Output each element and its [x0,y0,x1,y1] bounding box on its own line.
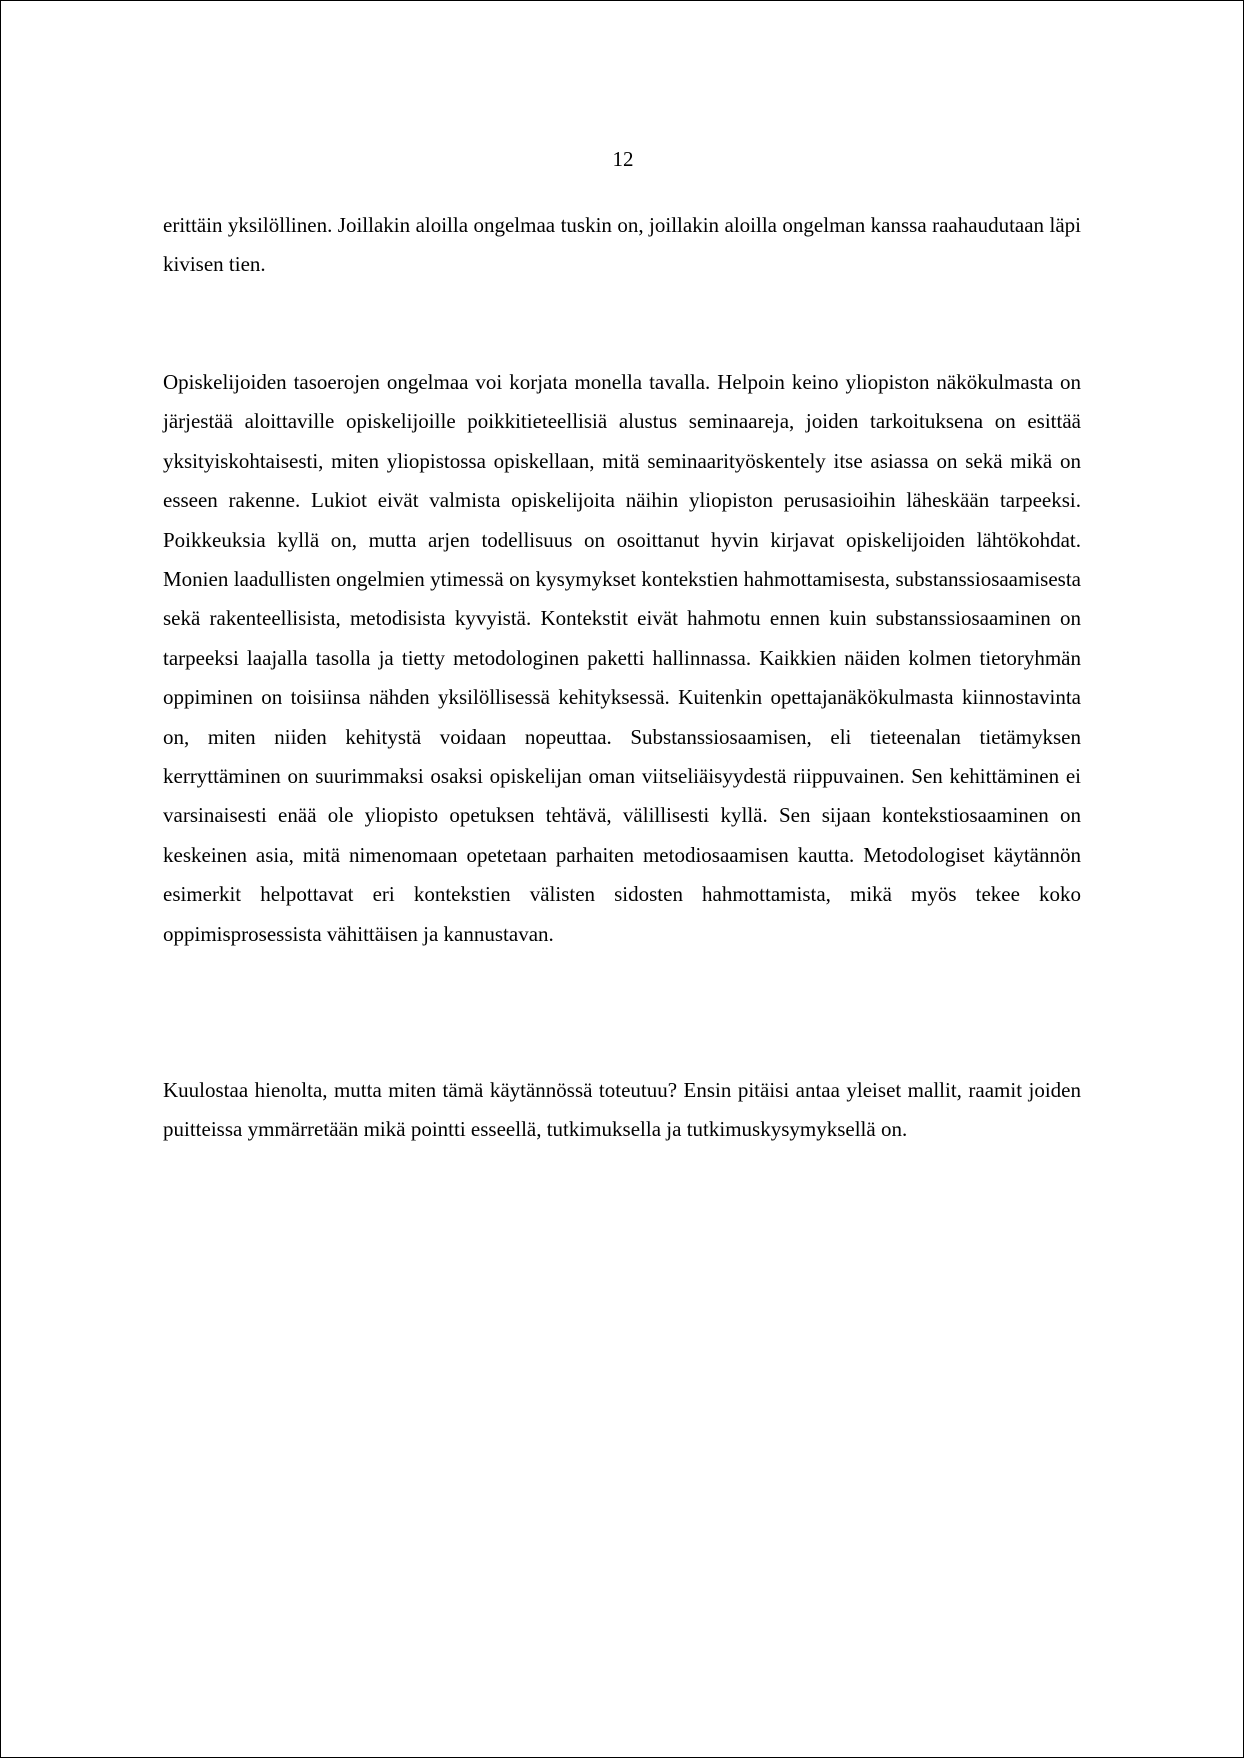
page-number: 12 [612,147,634,171]
paragraph-2: Opiskelijoiden tasoerojen ongelmaa voi korjata monella tavalla. Helpoin keino yliopiston näkökulmasta on järjestää aloittaville opiskelijoille poikkitieteellisiä alustus seminaareja, joiden tarkoituksena on esittää yksityiskohtaisesti, miten yliopistossa opiskellaan, mitä seminaarityöskentely itse asiassa on sekä mikä on esseen rakenne. Lukiot eivät valmista opiskelijoita näihin yliopiston perusasioihin läheskään tarpeeksi. Poikkeuksia kyllä on, mutta arjen todellisuus on osoittanut hyvin kirjavat opiskelijoiden lähtökohdat. Monien laadullisten ongelmien ytimessä on kysymykset kontekstien hahmottamisesta, substanssiosaamisesta sekä rakenteellisista, metodisista kyvyistä. Kontekstit eivät hahmotu ennen kuin substanssiosaaminen on tarpeeksi laajalla tasolla ja tietty metodologinen paketti hallinnassa. Kaikkien näiden kolmen tietoryhmän oppiminen on toisiinsa nähden yksilöllisessä kehityksessä. Kuitenkin opettajanäkökulmasta kiinnostavinta on, miten niiden kehitystä voidaan nopeuttaa. Substanssiosaamisen, eli tieteenalan tietämyksen kerryttäminen on suurimmaksi osaksi opiskelijan oman viitseliäisyydestä riippuvainen. Sen kehittäminen ei varsinaisesti enää ole yliopisto opetuksen tehtävä, välillisesti kyllä. Sen sijaan kontekstiosaaminen on keskeinen asia, mitä nimenomaan opetetaan parhaiten metodiosaamisen kautta. Metodologiset käytännön esimerkit helpottavat eri kontekstien välisten sidosten hahmottamista, mikä myös tekee koko oppimisprosessista vähittäisen ja kannustavan. [163,370,1081,946]
paragraph-3: Kuulostaa hienolta, mutta miten tämä käytännössä toteutuu? Ensin pitäisi antaa yleiset mallit, raamit joiden puitteissa ymmärretään mikä pointti esseellä, tutkimuksella ja tutkimuskysymyksellä on. [163,1078,1081,1142]
paragraph-1: erittäin yksilöllinen. Joillakin aloilla ongelmaa tuskin on, joillakin aloilla ongelman kanssa raahaudutaan läpi kivisen tien. [163,213,1081,277]
